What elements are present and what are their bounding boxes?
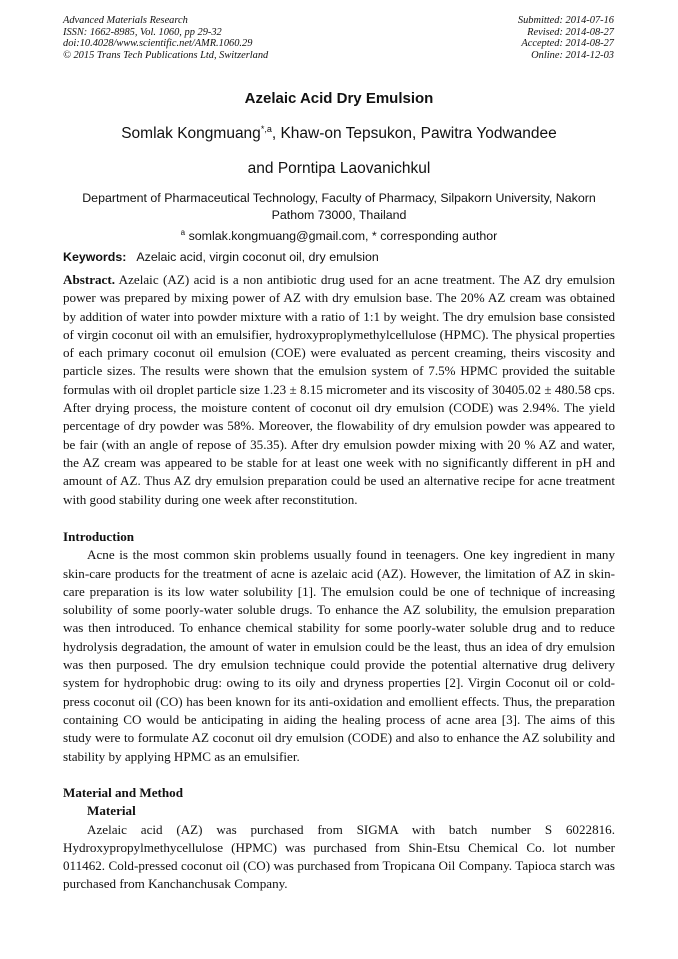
first-author: Somlak Kongmuang xyxy=(121,125,261,143)
author-marker: *,a xyxy=(260,124,272,134)
other-authors: , Khaw-on Tepsukon, Pawitra Yodwandee xyxy=(271,125,557,143)
keywords-label: Keywords: xyxy=(63,250,127,264)
abstract xyxy=(63,271,615,509)
email-line xyxy=(63,224,615,245)
methods-heading: Material and Method xyxy=(63,785,184,800)
authors-line-2: and Porntipa Laovanichkul xyxy=(247,160,431,177)
email-marker: a xyxy=(180,228,186,237)
abstract-label: Abstract. xyxy=(63,272,115,287)
doi: doi:10.4028/www.scientific.net/AMR.1060.29 xyxy=(63,38,253,50)
accepted-date: Accepted: 2014-08-27 xyxy=(521,38,614,50)
keywords xyxy=(63,250,379,264)
department: Department of Pharmaceutical Technology, Faculty of Pharmacy, Silpakorn University, Nakorn Pathom 73000, Thailand xyxy=(82,191,596,222)
online-date: Online: 2014-12-03 xyxy=(531,49,614,61)
issn: ISSN: 1662-8985, Vol. 1060, pp 29-32 xyxy=(63,26,222,38)
revised-date: Revised: 2014-08-27 xyxy=(527,26,614,38)
submitted-date: Submitted: 2014-07-16 xyxy=(517,15,614,26)
introduction-heading: Introduction xyxy=(63,529,135,544)
keywords-text: Azelaic acid, virgin coconut oil, dry emulsion xyxy=(136,250,379,264)
abstract-text: Azelaic (AZ) acid is a non antibiotic drug used for an acne treatment. The AZ dry emulsion power was prepared by mixing power of AZ with dry emulsion base. The 20% AZ cream was obtained by addition of water into powder mixture with a ratio of 1:1 by weight. The dry emulsion base consisted of virgin coconut oil with an emulsifier, hydroxyproplymethylcellulose (HPMC). The physical properties of each primary coconut oil emulsion (COE) were evaluated as percent creaming, theirs viscosity and particle sizes. The results were shown that the emulsion system of 7.5% HPMC provided the suitable formulas with oil droplet particle size 1.23 ± 8.15 micrometer and its viscosity of 30405.02 ± 480.58 cps. After drying process, the moisture content of coconut oil dry emulsion (CODE) was 2.94%. The yield percentage of dry powder was 58%. Moreover, the flowability of dry emulsion powder was appeared to be fair (with an angle of repose of 35.35). After dry emulsion powder mixing with 20 % AZ and water, the AZ cream was appeared to be stable for at least one week with no significantly different in pH and amount of AZ. Thus AZ dry emulsion preparation could be used an alternative recipe for acne treatment with good stability during one week after reconstitution. xyxy=(63,272,615,507)
email: somlak.kongmuang@gmail.com, * corresponding author xyxy=(185,229,498,244)
introduction-section xyxy=(63,528,615,766)
paper-title: Azelaic Acid Dry Emulsion xyxy=(244,90,434,107)
material-subheading: Material xyxy=(87,803,136,819)
journal-name: Advanced Materials Research xyxy=(63,15,188,26)
affiliation xyxy=(63,190,615,245)
material-text: Azelaic acid (AZ) was purchased from SIGMA with batch number S 6022816. Hydroxypropylmethycellulose (HPMC) was purchased from Shin-Etsu Chemical Co. lot number 011462. Cold-pressed coconut oil (CO) was purchased from Tropicana Oil Company. Tapioca starch was purchased from Kanchanchusak Company. xyxy=(63,821,615,892)
introduction-text: Acne is the most common skin problems usually found in teenagers. One key ingredient in many skin-care products for the treatment of acne is azelaic acid (AZ). However, the limitation of AZ in skin-care preparation is its low water solubility [1]. The emulsion could be one of technique of increasing solubility of some poorly-water soluble drugs. To enhance the AZ solubility, the emulsion preparation was then introduced. To enhance chemical stability for some poorly-water soluble drug and to reduce hydrolysis degradation, the amount of water in emulsion could be the least, thus an idea of dry emulsion was then purposed. The dry emulsion technique could provide the potential alternative drug delivery system for hydrophobic drug: owing to its oily and dryness properties [2]. Virgin Coconut oil or cold-press coconut oil (CO) has been known for its anti-oxidation and emollient effects. Thus, the preparation containing CO would be anticipating in aiding the healing process of acne area [3]. The aims of this study were to formulate AZ coconut oil dry emulsion (CODE) and also to enhance the AZ solubility and stability by applying HPMC as an emulsifier. xyxy=(63,547,615,764)
authors-line-1 xyxy=(0,124,678,143)
journal-info xyxy=(63,15,268,61)
methods-section xyxy=(63,784,615,894)
copyright: © 2015 Trans Tech Publications Ltd, Switzerland xyxy=(63,49,269,61)
dates-info xyxy=(518,15,614,61)
